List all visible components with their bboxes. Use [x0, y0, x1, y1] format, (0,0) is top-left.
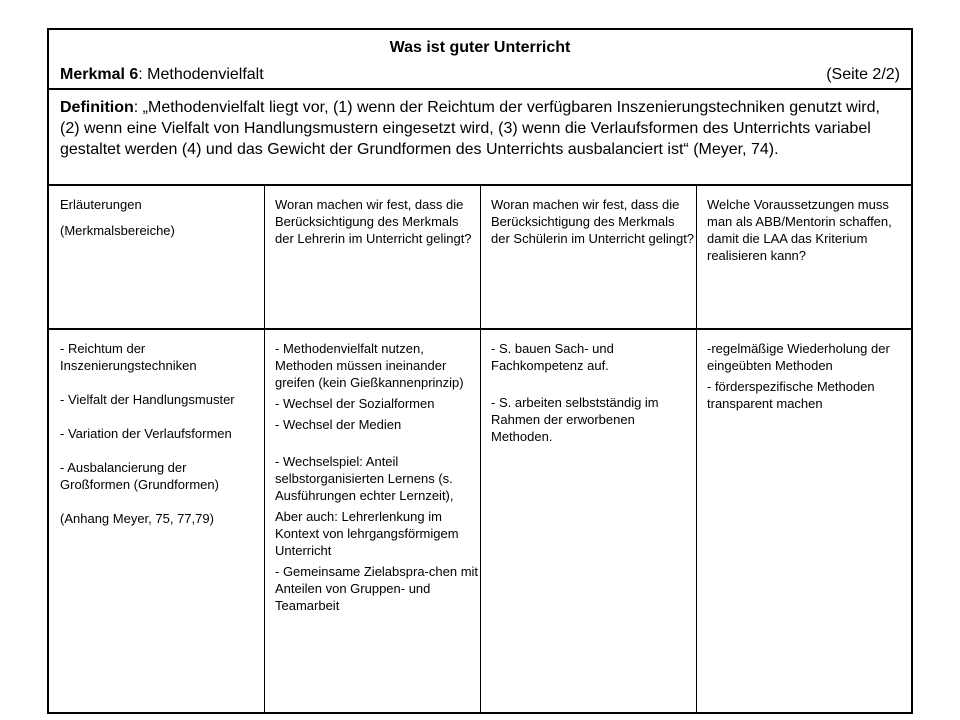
list-item: - Gemeinsame Zielabspra-chen mit Anteilen von Gruppen- und Teamarbeit — [275, 564, 479, 613]
definition-body: : „Methodenvielfalt liegt vor, (1) wenn der Reichtum der verfügbaren Inszenierungstechniken genutzt wird, (2) wenn eine Vielfalt von Handlungsmustern eingesetzt wird, (3) wenn die Verlaufsformen des Unterrichts variabel gestaltet werden (4) und das Gewicht der Grundformen des Unterrichts ausbalanciert ist“ (Meyer, 74). — [60, 99, 880, 158]
table-header — [49, 30, 911, 90]
body-cell-explanations — [60, 340, 260, 531]
list-item: - Reichtum der Inszenierungstechniken — [60, 341, 197, 373]
column-header-line: Woran machen wir fest, dass die Berücksichtigung des Merkmals der Lehrerin im Unterricht gelingt? — [275, 197, 472, 246]
list-item: - Wechsel der Medien — [275, 417, 402, 432]
divider — [49, 88, 911, 90]
body-cell-teacher — [275, 340, 480, 618]
list-item: -regelmäßige Wiederholung der eingeübten Methoden — [707, 341, 890, 373]
list-item: - Variation der Verlaufsformen — [60, 426, 232, 441]
column-divider — [480, 184, 481, 712]
column-header-explanations — [60, 196, 260, 243]
column-divider — [264, 184, 265, 712]
column-header-line: (Merkmalsbereiche) — [60, 223, 175, 238]
column-header-line: Woran machen wir fest, dass die Berücksichtigung des Merkmals der Schülerin im Unterricht gelingt? — [491, 197, 695, 246]
list-item: (Anhang Meyer, 75, 77,79) — [60, 511, 214, 526]
list-item: Aber auch: Lehrerlenkung im Kontext von lehrgangsförmigem Unterricht — [275, 509, 459, 558]
criterion-row — [60, 66, 900, 84]
column-header-line: Erläuterungen — [60, 197, 142, 212]
list-item: - Methodenvielfalt nutzen, Methoden müssen ineinander greifen (kein Gießkannenprinzip) — [275, 341, 464, 390]
list-item: - Wechselspiel: Anteil selbstorganisierten Lernens (s. Ausführungen echter Lernzeit), — [275, 454, 454, 503]
definition-text — [60, 97, 901, 160]
column-divider — [696, 184, 697, 712]
column-header-line: Welche Voraussetzungen muss man als ABB/Mentorin schaffen, damit die LAA das Kriterium realisieren kann? — [707, 197, 892, 263]
list-item: - Wechsel der Sozialformen — [275, 396, 435, 411]
list-item: - förderspezifische Methoden transparent machen — [707, 379, 875, 411]
column-header-mentor — [707, 196, 907, 268]
column-header-student — [491, 196, 696, 251]
document-title: Was ist guter Unterricht — [389, 39, 571, 56]
body-cell-mentor — [707, 340, 907, 416]
body-cell-student — [491, 340, 696, 449]
definition-label: Definition — [60, 99, 134, 116]
column-header-teacher — [275, 196, 480, 251]
list-item: - S. bauen Sach- und Fachkompetenz auf. — [491, 341, 614, 373]
list-item: - Vielfalt der Handlungsmuster — [60, 392, 235, 407]
criterion-label: Merkmal 6 — [60, 66, 139, 83]
page-indicator: (Seite 2/2) — [826, 66, 900, 83]
list-item: - S. arbeiten selbstständig im Rahmen der erworbenen Methoden. — [491, 395, 659, 444]
list-item: - Ausbalancierung der Großformen (Grundformen) — [60, 460, 219, 492]
criterion-table — [47, 28, 913, 714]
criterion-name: : Methodenvielfalt — [138, 66, 264, 83]
